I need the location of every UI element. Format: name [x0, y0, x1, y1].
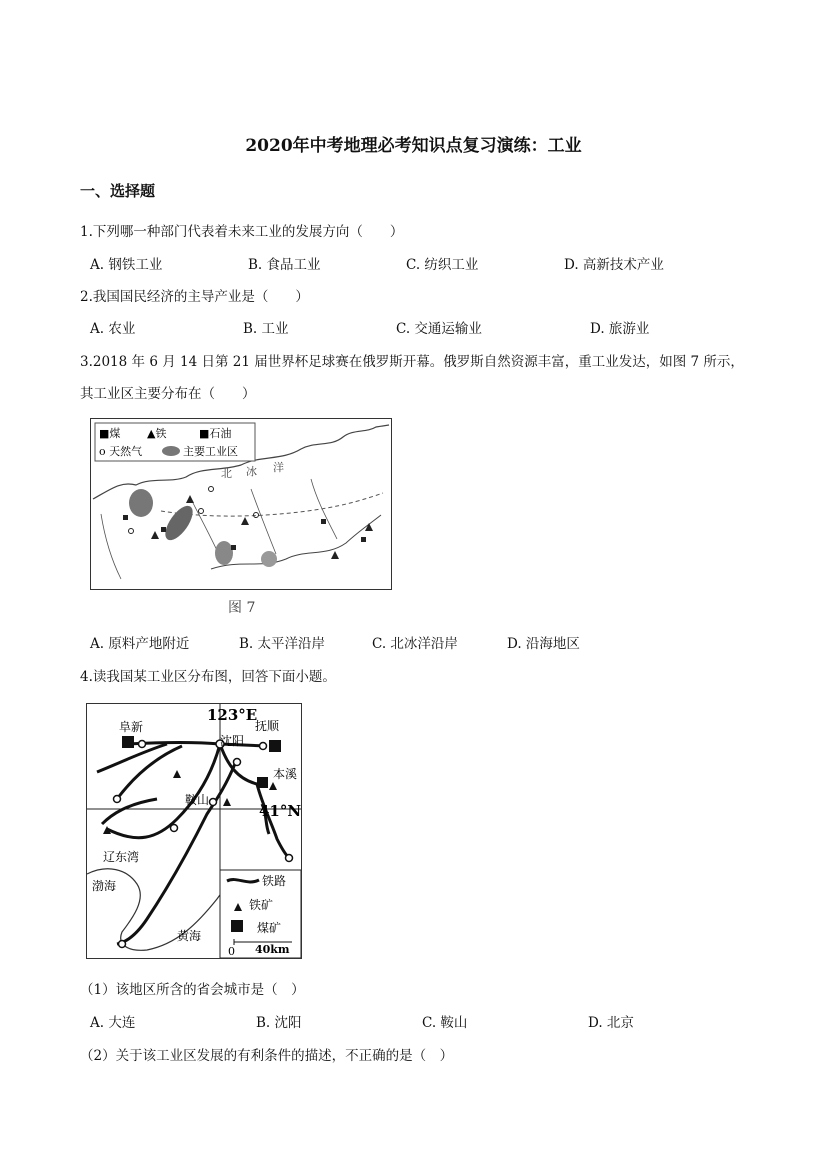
industrial-zone-kuzbass — [215, 541, 233, 565]
liaoning-map-drawing — [87, 704, 301, 958]
scale-distance: 40km — [255, 943, 290, 956]
section-heading: 一、选择题 — [80, 182, 156, 200]
legend-coal-mine: 煤矿 — [257, 921, 282, 935]
page-title: 2020年中考地理必考知识点复习演练：工业 — [245, 136, 582, 156]
q2-option-a[interactable]: A. 农业 — [90, 321, 136, 337]
q3-option-d[interactable]: D. 沿海地区 — [507, 636, 580, 652]
legend-coal: ■煤 — [99, 427, 121, 440]
city-benxi: 本溪 — [273, 767, 298, 781]
scale-zero: 0 — [228, 945, 235, 958]
city-fuxin: 阜新 — [119, 720, 144, 734]
q3-option-a[interactable]: A. 原料产地附近 — [90, 636, 190, 652]
russia-map-drawing — [91, 419, 391, 589]
legend-iron-mine: 铁矿 — [249, 898, 274, 912]
q4-1-option-c[interactable]: C. 鞍山 — [422, 1015, 468, 1031]
q1-option-b[interactable]: B. 食品工业 — [248, 257, 321, 273]
question-4-sub2-stem: （2）关于该工业区发展的有利条件的描述，不正确的是（ ） — [80, 1048, 454, 1064]
city-fushun: 抚顺 — [255, 719, 280, 733]
question-2-stem: 2.我国国民经济的主导产业是（ ） — [80, 289, 309, 305]
industrial-zone-ural — [160, 501, 198, 544]
city-shenyang: 沈阳 — [220, 734, 245, 748]
q2-option-c[interactable]: C. 交通运输业 — [396, 321, 482, 337]
longitude-label: 123°E — [207, 706, 258, 724]
q1-option-a[interactable]: A. 钢铁工业 — [90, 257, 163, 273]
water-yellow-sea: 黄海 — [177, 929, 202, 943]
q1-option-d[interactable]: D. 高新技术产业 — [564, 257, 664, 273]
q3-option-c[interactable]: C. 北冰洋沿岸 — [372, 636, 458, 652]
industrial-zone-east — [261, 551, 277, 567]
question-3-stem-line2: 其工业区主要分布在（ ） — [80, 386, 256, 402]
city-anshan: 鞍山 — [185, 793, 210, 807]
q1-option-c[interactable]: C. 纺织工业 — [406, 257, 479, 273]
figure-7-caption: 图 7 — [228, 600, 256, 616]
water-bohai: 渤海 — [92, 879, 117, 893]
q4-1-option-a[interactable]: A. 大连 — [90, 1015, 136, 1031]
q3-option-b[interactable]: B. 太平洋沿岸 — [239, 636, 326, 652]
question-1-stem: 1.下列哪一种部门代表着未来工业的发展方向（ ） — [80, 224, 404, 240]
q2-option-d[interactable]: D. 旅游业 — [590, 321, 650, 337]
q2-option-b[interactable]: B. 工业 — [243, 321, 289, 337]
question-4-stem: 4.读我国某工业区分布图，回答下面小题。 — [80, 669, 336, 685]
legend-industrial-zone: 主要工业区 — [183, 445, 238, 458]
industrial-zone-moscow — [129, 489, 153, 517]
ocean-label-3: 洋 — [273, 461, 284, 474]
ocean-label-2: 冰 — [246, 465, 257, 478]
ocean-label-1: 北 — [221, 467, 232, 480]
water-liaodong-bay: 辽东湾 — [103, 850, 140, 864]
legend-gas: o 天然气 — [99, 445, 143, 458]
russia-industry-map — [90, 418, 392, 590]
q4-1-option-d[interactable]: D. 北京 — [588, 1015, 634, 1031]
latitude-label: 41°N — [259, 802, 301, 820]
question-4-sub1-stem: （1）该地区所含的省会城市是（ ） — [80, 982, 305, 998]
question-3-stem-line1: 3.2018 年 6 月 14 日第 21 届世界杯足球赛在俄罗斯开幕。俄罗斯自然资源丰富，重工业发达，如图 7 所示， — [80, 354, 744, 370]
q4-1-option-b[interactable]: B. 沈阳 — [256, 1015, 302, 1031]
legend-railway: 铁路 — [262, 874, 287, 888]
legend-oil: ■石油 — [199, 427, 232, 440]
legend-iron: ▲铁 — [147, 427, 167, 440]
liaoning-industry-map — [86, 703, 302, 959]
